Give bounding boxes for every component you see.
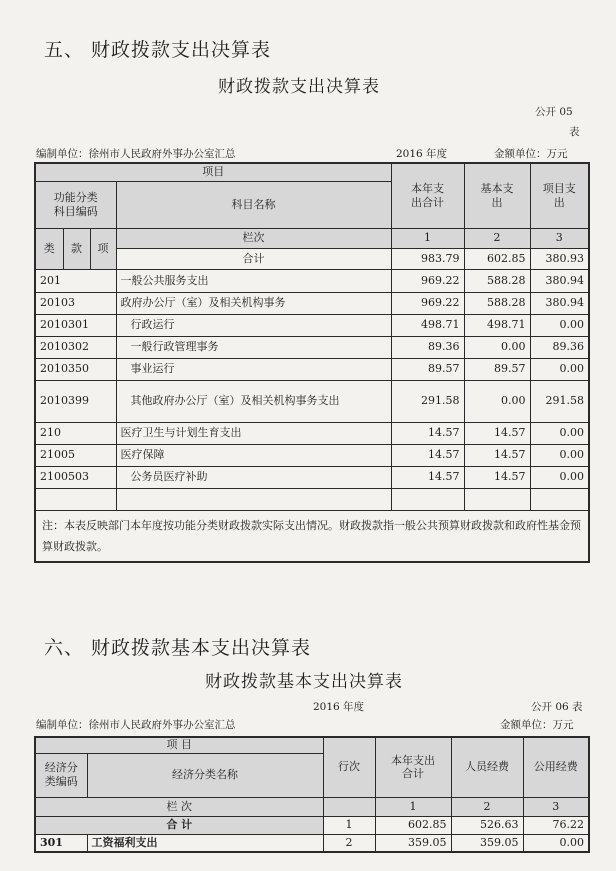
row-code: 20103: [35, 292, 116, 314]
row-code: 2100503: [35, 466, 116, 488]
total-value-3: 380.93: [530, 248, 589, 269]
column-index-06-3: 3: [523, 797, 589, 816]
row-name: 医疗卫生与计划生育支出: [116, 422, 391, 444]
row-code: 201: [35, 269, 116, 292]
table-row-empty: [35, 488, 589, 510]
row-value-3: 291.58: [530, 380, 589, 422]
row-value-3: 0.00: [530, 466, 589, 488]
header-basic-expenditure: 基本支 出: [464, 163, 530, 228]
section5-heading: 五、 财政拨款支出决算表: [44, 39, 272, 61]
total-label-06: 合 计: [35, 816, 323, 834]
header-total-expenditure: 本年支 出合计: [391, 163, 464, 228]
row-name: 其他政府办公厅（室）及相关机构事务支出: [116, 380, 391, 422]
row-code: 2010399: [35, 380, 116, 422]
table-row: [35, 336, 589, 358]
table-row: [35, 380, 589, 422]
row-code: 210: [35, 422, 116, 444]
row-name: 事业运行: [116, 358, 391, 380]
table-row: [35, 314, 589, 336]
row-value-2: 498.71: [464, 314, 530, 336]
header-item-06: 项 目: [35, 737, 323, 753]
row-value-1: 969.22: [391, 292, 464, 314]
row-value-1: 291.58: [391, 380, 464, 422]
row-code: 2010350: [35, 358, 116, 380]
header-lei: 类: [35, 228, 63, 269]
report-year-06: 2016 年度: [313, 701, 365, 713]
form-number-06: 公开 06 表: [531, 701, 583, 713]
amount-unit: 金额单位：万元: [494, 148, 568, 160]
row-value-1: 14.57: [391, 422, 464, 444]
compiling-unit-06: 编制单位：徐州市人民政府外事办公室汇总: [36, 719, 236, 731]
header-personnel-expense: 人员经费: [451, 737, 523, 797]
header-public-expense: 公用经费: [523, 737, 589, 797]
row-value-2: 89.57: [464, 358, 530, 380]
row-number: 2: [323, 834, 375, 852]
row-code: 2010302: [35, 336, 116, 358]
row-value-1: 89.36: [391, 336, 464, 358]
row-value-1: 498.71: [391, 314, 464, 336]
row-value-3: 380.94: [530, 292, 589, 314]
row-value-3: 0.00: [530, 314, 589, 336]
table-row: [35, 466, 589, 488]
table-row: [35, 834, 589, 852]
row-value-2: 14.57: [464, 466, 530, 488]
header-function-code: 功能分类 科目编码: [35, 181, 116, 228]
table-note: 注：本表反映部门本年度按功能分类财政拨款实际支出情况。财政拨款指一般公共预算财政拨款和政府性基金预算财政拨款。: [35, 510, 589, 562]
row-value-3: 0.00: [530, 358, 589, 380]
row-value-3: 0.00: [530, 422, 589, 444]
basic-expenditure-table: [34, 736, 590, 853]
header-project-expenditure: 项目支 出: [530, 163, 589, 228]
total-value-1: 983.79: [391, 248, 464, 269]
report-year: 2016 年度: [396, 148, 448, 160]
column-index-2: 2: [464, 228, 530, 248]
header-row-number: 行次: [323, 737, 375, 797]
column-index-3: 3: [530, 228, 589, 248]
table-row: [35, 292, 589, 314]
row-value-1: 14.57: [391, 466, 464, 488]
row-value-3: 0.00: [530, 444, 589, 466]
row-value-3: 89.36: [530, 336, 589, 358]
row-value-1: 14.57: [391, 444, 464, 466]
row-code: 301: [35, 834, 87, 852]
fiscal-expenditure-table: [34, 162, 590, 563]
total-06-value-2: 526.63: [451, 816, 523, 834]
form-number-05: 公开 05: [535, 106, 573, 118]
column-index-06-2: 2: [451, 797, 523, 816]
row-name: 一般公共服务支出: [116, 269, 391, 292]
row-value-2: 14.57: [464, 422, 530, 444]
row-value-1: 969.22: [391, 269, 464, 292]
header-column-index: 栏次: [116, 228, 391, 248]
header-xiang: 项: [90, 228, 116, 269]
section6-heading: 六、 财政拨款基本支出决算表: [44, 637, 312, 659]
header-econ-name: 经济分类名称: [87, 753, 323, 797]
row-name: 医疗保障: [116, 444, 391, 466]
row-name: 政府办公厅（室）及相关机构事务: [116, 292, 391, 314]
total-row-number: 1: [323, 816, 375, 834]
header-subject-name: 科目名称: [116, 181, 391, 228]
row-name: 工资福利支出: [87, 834, 323, 852]
row-value-2: 588.28: [464, 269, 530, 292]
row-value-2: 14.57: [464, 444, 530, 466]
header-econ-code: 经济分 类编码: [35, 753, 87, 797]
row-code: 21005: [35, 444, 116, 466]
column-index-06-1: 1: [375, 797, 451, 816]
total-label: 合计: [116, 248, 391, 269]
form-number-05-suffix: 表: [569, 126, 580, 138]
header-kuan: 款: [63, 228, 90, 269]
row-value-2: 0.00: [464, 380, 530, 422]
row-value-2: 588.28: [464, 292, 530, 314]
compiling-unit: 编制单位：徐州市人民政府外事办公室汇总: [36, 148, 236, 160]
table-row: [35, 444, 589, 466]
amount-unit-06: 金额单位：万元: [500, 719, 574, 731]
table-row: [35, 358, 589, 380]
row-value-3: 380.94: [530, 269, 589, 292]
total-value-2: 602.85: [464, 248, 530, 269]
header-item: 项目: [35, 163, 391, 181]
header-total-06: 本年支出 合计: [375, 737, 451, 797]
row-code: 2010301: [35, 314, 116, 336]
header-column-index-06: 栏 次: [35, 797, 323, 816]
row-value-1: 89.57: [391, 358, 464, 380]
total-06-value-3: 76.22: [523, 816, 589, 834]
row-name: 行政运行: [116, 314, 391, 336]
column-index-1: 1: [391, 228, 464, 248]
total-06-value-1: 602.85: [375, 816, 451, 834]
table-row: [35, 269, 589, 292]
table-row: [35, 422, 589, 444]
row-name: 一般行政管理事务: [116, 336, 391, 358]
section6-table-title: 财政拨款基本支出决算表: [205, 672, 403, 692]
row-value-3: 0.00: [523, 834, 589, 852]
row-value-2: 359.05: [451, 834, 523, 852]
row-value-1: 359.05: [375, 834, 451, 852]
row-name: 公务员医疗补助: [116, 466, 391, 488]
section5-table-title: 财政拨款支出决算表: [218, 77, 380, 97]
row-value-2: 0.00: [464, 336, 530, 358]
